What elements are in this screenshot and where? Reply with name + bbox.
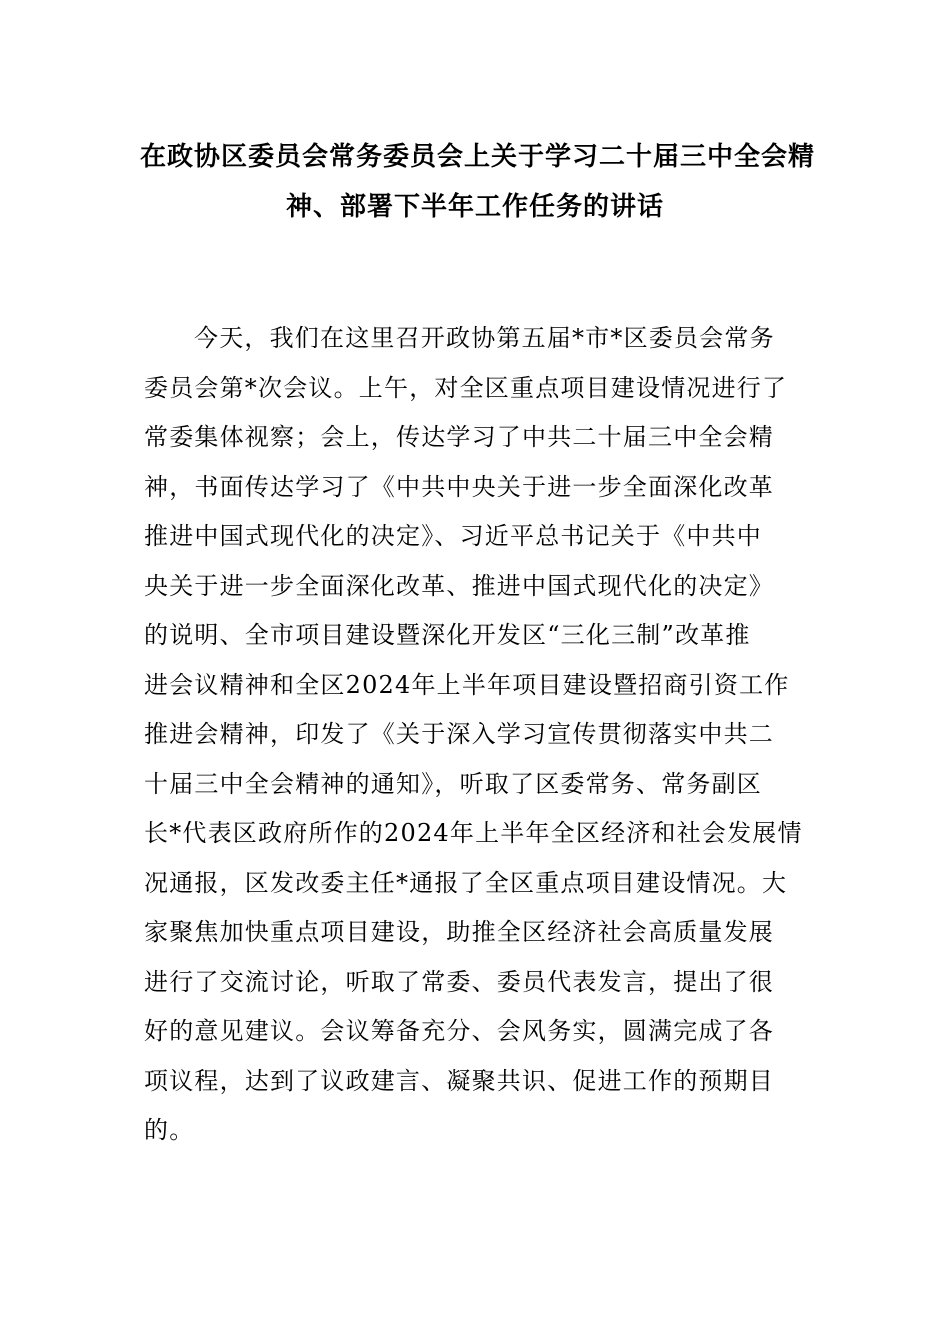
paragraph-line: 常委集体视察；会上，传达学习了中共二十届三中全会精 bbox=[144, 423, 774, 451]
title-line-2: 神、部署下半年工作任务的讲话 bbox=[285, 192, 664, 222]
paragraph-line: 十届三中全会精神的通知》，听取了区委常务、常务副区 bbox=[144, 769, 762, 798]
paragraph-line: 推进会精神，印发了《关于深入学习宣传贯彻落实中共二 bbox=[144, 720, 774, 748]
body-paragraph bbox=[144, 314, 806, 1156]
paragraph-line: 央关于进一步全面深化改革、推进中国式现代化的决定》 bbox=[144, 571, 774, 600]
paragraph-line: 长*代表区政府所作的2024年上半年全区经济和社会发展情 bbox=[144, 819, 803, 847]
title-line-1: 在政协区委员会常务委员会上关于学习二十届三中全会精 bbox=[140, 142, 816, 172]
paragraph-line: 项议程，达到了议政建言、凝聚共识、促进工作的预期目 bbox=[144, 1066, 774, 1095]
paragraph-line: 好的意见建议。会议筹备充分、会风务实，圆满完成了各 bbox=[144, 1017, 774, 1045]
paragraph-line: 况通报，区发改委主任*通报了全区重点项目建设情况。大 bbox=[144, 868, 788, 897]
paragraph-line: 的。 bbox=[144, 1116, 195, 1144]
document-title bbox=[140, 132, 816, 232]
paragraph-line: 的说明、全市项目建设暨深化开发区“三化三制”改革推 bbox=[144, 621, 751, 649]
paragraph-line: 进行了交流讨论，听取了常委、委员代表发言，提出了很 bbox=[144, 967, 774, 996]
paragraph-line: 进会议精神和全区2024年上半年项目建设暨招商引资工作 bbox=[144, 670, 790, 699]
paragraph-line: 家聚焦加快重点项目建设，助推全区经济社会高质量发展 bbox=[144, 918, 774, 946]
paragraph-line: 神，书面传达学习了《中共中央关于进一步全面深化改革 bbox=[144, 472, 774, 501]
paragraph-line: 委员会第*次会议。上午，对全区重点项目建设情况进行了 bbox=[144, 373, 788, 402]
paragraph-line: 推进中国式现代化的决定》、习近平总书记关于《中共中 bbox=[144, 522, 762, 550]
paragraph-line: 今天，我们在这里召开政协第五届*市*区委员会常务 bbox=[194, 324, 775, 352]
